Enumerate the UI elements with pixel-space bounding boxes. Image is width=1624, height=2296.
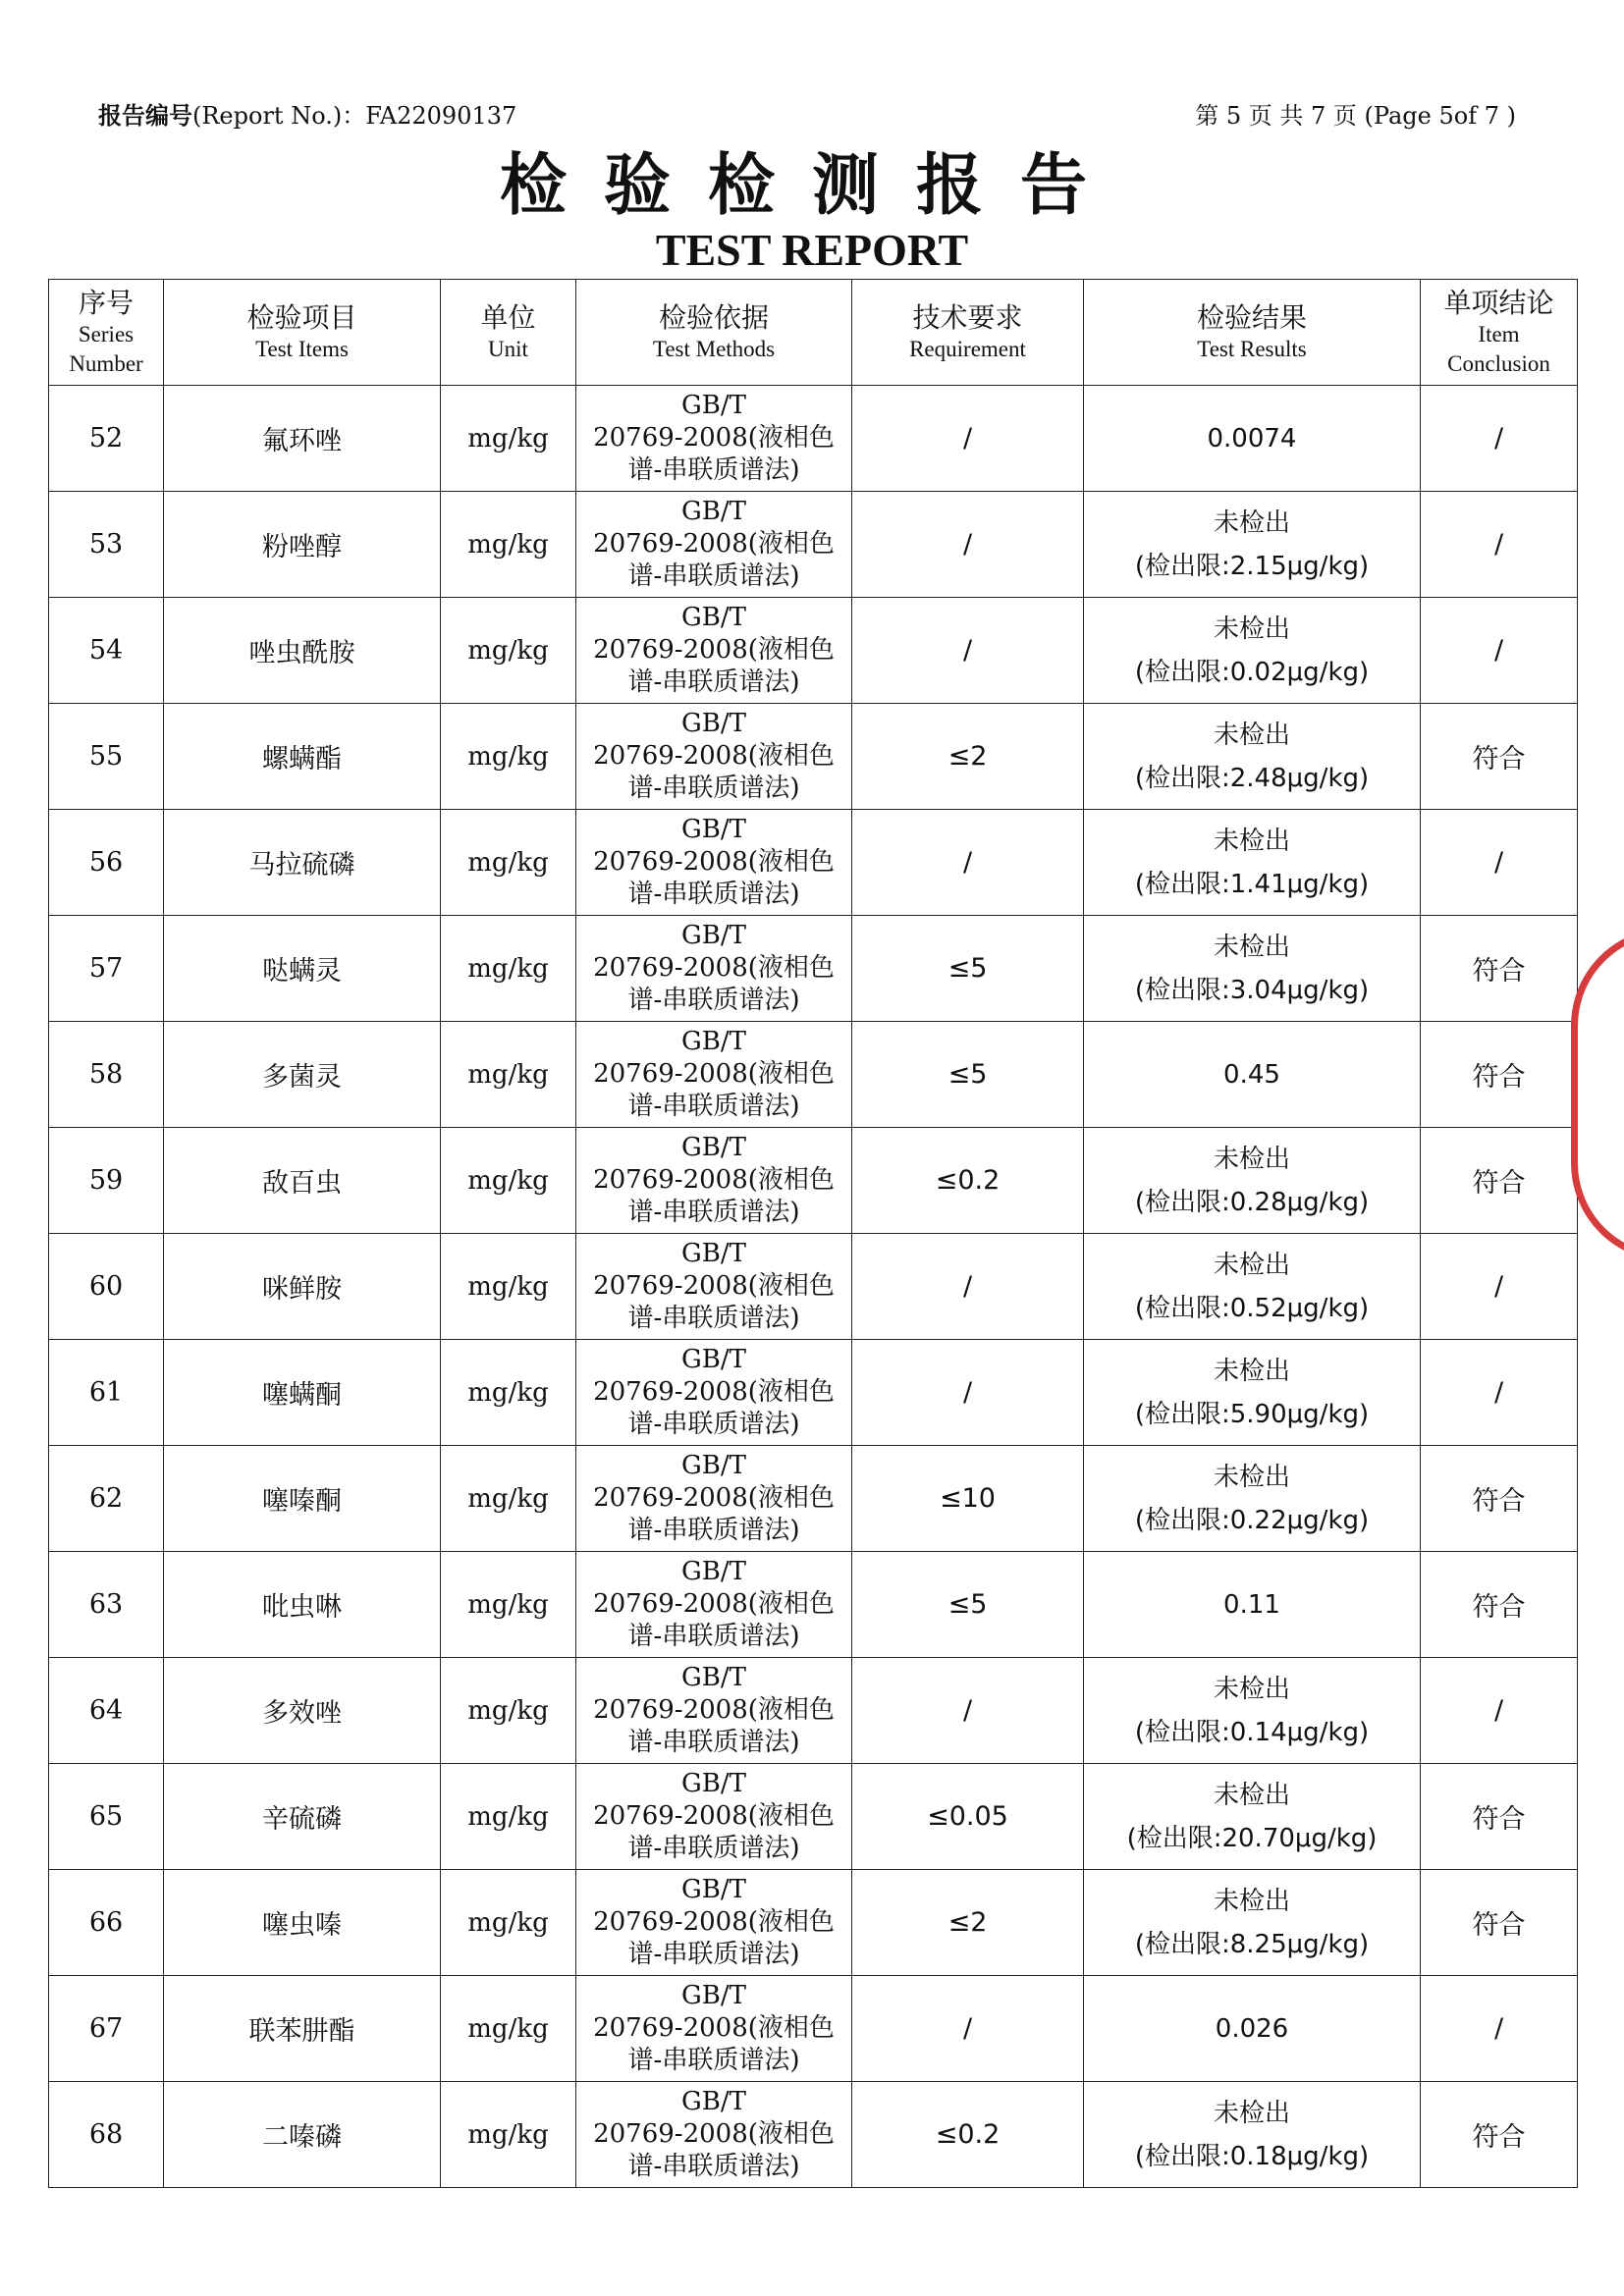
requirement: ≤0.2 (852, 1128, 1084, 1234)
test-item: 敌百虫 (164, 1128, 441, 1234)
unit: mg/kg (441, 704, 576, 810)
series-number: 62 (49, 1446, 164, 1552)
detection-limit: (检出限:3.04μg/kg) (1134, 975, 1370, 1005)
test-item: 咪鲜胺 (164, 1234, 441, 1340)
result-value: 0.11 (1223, 1589, 1280, 1620)
table-row (49, 810, 1578, 916)
test-result (1084, 1764, 1421, 1870)
result-value: 未检出 (1213, 1674, 1290, 1704)
detection-limit: (检出限:0.18μg/kg) (1134, 2141, 1370, 2171)
table-row (49, 1340, 1578, 1446)
test-method: GB/T 20769-2008(液相色 谱-串联质谱法) (576, 704, 852, 810)
detection-limit: (检出限:2.15μg/kg) (1134, 551, 1370, 581)
test-item: 噻虫嗪 (164, 1870, 441, 1976)
item-conclusion: / (1421, 386, 1578, 492)
unit: mg/kg (441, 1022, 576, 1128)
test-item: 二嗪磷 (164, 2082, 441, 2188)
test-method: GB/T 20769-2008(液相色 谱-串联质谱法) (576, 1976, 852, 2082)
requirement: / (852, 1976, 1084, 2082)
requirement: ≤5 (852, 1022, 1084, 1128)
item-conclusion: / (1421, 598, 1578, 704)
requirement: ≤2 (852, 704, 1084, 810)
unit: mg/kg (441, 492, 576, 598)
unit: mg/kg (441, 810, 576, 916)
test-method: GB/T 20769-2008(液相色 谱-串联质谱法) (576, 1658, 852, 1764)
table-row (49, 1870, 1578, 1976)
test-item: 氟环唑 (164, 386, 441, 492)
test-result (1084, 1870, 1421, 1976)
item-conclusion: / (1421, 1976, 1578, 2082)
table-row (49, 1128, 1578, 1234)
item-conclusion: / (1421, 1234, 1578, 1340)
test-method: GB/T 20769-2008(液相色 谱-串联质谱法) (576, 810, 852, 916)
result-value: 未检出 (1213, 2098, 1290, 2128)
test-result (1084, 1234, 1421, 1340)
test-item: 噻螨酮 (164, 1340, 441, 1446)
detection-limit: (检出限:2.48μg/kg) (1134, 763, 1370, 793)
requirement: / (852, 386, 1084, 492)
test-item: 哒螨灵 (164, 916, 441, 1022)
series-number: 66 (49, 1870, 164, 1976)
result-value: 未检出 (1213, 826, 1290, 856)
series-number: 67 (49, 1976, 164, 2082)
series-number: 61 (49, 1340, 164, 1446)
test-result (1084, 598, 1421, 704)
header-test-results: 检验结果 Test Results (1084, 280, 1421, 386)
test-method: GB/T 20769-2008(液相色 谱-串联质谱法) (576, 598, 852, 704)
test-item: 多菌灵 (164, 1022, 441, 1128)
report-number-label-en: (Report No.)： (192, 102, 366, 130)
detection-limit: (检出限:20.70μg/kg) (1126, 1823, 1378, 1853)
requirement: / (852, 1340, 1084, 1446)
series-number: 54 (49, 598, 164, 704)
title-english: TEST REPORT (655, 225, 969, 275)
item-conclusion: / (1421, 1658, 1578, 1764)
test-result (1084, 1022, 1421, 1128)
series-number: 60 (49, 1234, 164, 1340)
test-method: GB/T 20769-2008(液相色 谱-串联质谱法) (576, 1764, 852, 1870)
requirement: ≤0.05 (852, 1764, 1084, 1870)
result-value: 未检出 (1213, 720, 1290, 750)
unit: mg/kg (441, 1976, 576, 2082)
detection-limit: (检出限:0.28μg/kg) (1134, 1187, 1370, 1217)
result-value: 未检出 (1213, 932, 1290, 962)
item-conclusion: 符合 (1421, 1764, 1578, 1870)
test-item: 联苯肼酯 (164, 1976, 441, 2082)
test-result (1084, 1446, 1421, 1552)
test-result (1084, 704, 1421, 810)
result-value: 未检出 (1213, 1886, 1290, 1916)
unit: mg/kg (441, 2082, 576, 2188)
test-method: GB/T 20769-2008(液相色 谱-串联质谱法) (576, 1128, 852, 1234)
test-item: 吡虫啉 (164, 1552, 441, 1658)
series-number: 53 (49, 492, 164, 598)
table-row (49, 1234, 1578, 1340)
table-body (49, 386, 1578, 2188)
table-row (49, 386, 1578, 492)
header-requirement: 技术要求 Requirement (852, 280, 1084, 386)
series-number: 52 (49, 386, 164, 492)
detection-limit: (检出限:0.02μg/kg) (1134, 657, 1370, 687)
test-result (1084, 2082, 1421, 2188)
table-row (49, 492, 1578, 598)
test-method: GB/T 20769-2008(液相色 谱-串联质谱法) (576, 1870, 852, 1976)
test-result (1084, 1128, 1421, 1234)
requirement: / (852, 598, 1084, 704)
table-header (49, 280, 1578, 386)
test-item: 噻嗪酮 (164, 1446, 441, 1552)
test-result (1084, 916, 1421, 1022)
detection-limit: (检出限:8.25μg/kg) (1134, 1929, 1370, 1959)
item-conclusion: 符合 (1421, 1022, 1578, 1128)
test-method: GB/T 20769-2008(液相色 谱-串联质谱法) (576, 1234, 852, 1340)
report-header (98, 96, 1516, 130)
item-conclusion: / (1421, 810, 1578, 916)
table-row (49, 1552, 1578, 1658)
header-series-number: 序号 Series Number (49, 280, 164, 386)
test-method: GB/T 20769-2008(液相色 谱-串联质谱法) (576, 1552, 852, 1658)
test-method: GB/T 20769-2008(液相色 谱-串联质谱法) (576, 492, 852, 598)
result-value: 未检出 (1213, 614, 1290, 644)
test-result (1084, 1552, 1421, 1658)
test-results-table (48, 279, 1578, 2188)
requirement: ≤5 (852, 1552, 1084, 1658)
table-row (49, 1446, 1578, 1552)
red-seal-stamp (1571, 928, 1624, 1261)
test-result (1084, 386, 1421, 492)
unit: mg/kg (441, 1234, 576, 1340)
page-info: 第 5 页 共 7 页 (Page 5of 7 ) (1195, 102, 1516, 130)
test-item: 多效唑 (164, 1658, 441, 1764)
item-conclusion: 符合 (1421, 2082, 1578, 2188)
table-row (49, 704, 1578, 810)
test-item: 唑虫酰胺 (164, 598, 441, 704)
result-value: 未检出 (1213, 1780, 1290, 1810)
series-number: 63 (49, 1552, 164, 1658)
unit: mg/kg (441, 1446, 576, 1552)
title-chinese: 检验检测报告 (499, 147, 1124, 225)
test-method: GB/T 20769-2008(液相色 谱-串联质谱法) (576, 1022, 852, 1128)
detection-limit: (检出限:0.22μg/kg) (1134, 1505, 1370, 1535)
test-result (1084, 1976, 1421, 2082)
table-row (49, 598, 1578, 704)
requirement: / (852, 1658, 1084, 1764)
series-number: 57 (49, 916, 164, 1022)
table-row (49, 1976, 1578, 2082)
test-result (1084, 810, 1421, 916)
series-number: 55 (49, 704, 164, 810)
requirement: / (852, 1234, 1084, 1340)
header-test-methods: 检验依据 Test Methods (576, 280, 852, 386)
item-conclusion: 符合 (1421, 704, 1578, 810)
result-value: 0.45 (1223, 1059, 1280, 1090)
item-conclusion: 符合 (1421, 1446, 1578, 1552)
item-conclusion: 符合 (1421, 1128, 1578, 1234)
test-result (1084, 1340, 1421, 1446)
report-number-value: FA22090137 (365, 102, 517, 130)
test-result (1084, 1658, 1421, 1764)
detection-limit: (检出限:0.14μg/kg) (1134, 1717, 1370, 1747)
result-value: 0.0074 (1207, 423, 1297, 454)
series-number: 58 (49, 1022, 164, 1128)
unit: mg/kg (441, 1340, 576, 1446)
result-value: 0.026 (1215, 2013, 1289, 2044)
test-method: GB/T 20769-2008(液相色 谱-串联质谱法) (576, 2082, 852, 2188)
table-row (49, 1764, 1578, 1870)
unit: mg/kg (441, 1128, 576, 1234)
requirement: / (852, 810, 1084, 916)
test-method: GB/T 20769-2008(液相色 谱-串联质谱法) (576, 1446, 852, 1552)
item-conclusion: 符合 (1421, 1870, 1578, 1976)
result-value: 未检出 (1213, 1250, 1290, 1280)
requirement: / (852, 492, 1084, 598)
report-number (98, 96, 516, 131)
report-number-label-cn: 报告编号 (98, 102, 192, 130)
test-method: GB/T 20769-2008(液相色 谱-串联质谱法) (576, 386, 852, 492)
test-result (1084, 492, 1421, 598)
item-conclusion: 符合 (1421, 1552, 1578, 1658)
unit: mg/kg (441, 1552, 576, 1658)
table-row (49, 2082, 1578, 2188)
requirement: ≤0.2 (852, 2082, 1084, 2188)
detection-limit: (检出限:5.90μg/kg) (1134, 1399, 1370, 1429)
unit: mg/kg (441, 1870, 576, 1976)
unit: mg/kg (441, 386, 576, 492)
test-item: 马拉硫磷 (164, 810, 441, 916)
result-value: 未检出 (1213, 507, 1290, 538)
series-number: 59 (49, 1128, 164, 1234)
item-conclusion: / (1421, 492, 1578, 598)
series-number: 64 (49, 1658, 164, 1764)
series-number: 65 (49, 1764, 164, 1870)
test-item: 辛硫磷 (164, 1764, 441, 1870)
requirement: ≤5 (852, 916, 1084, 1022)
unit: mg/kg (441, 1658, 576, 1764)
item-conclusion: 符合 (1421, 916, 1578, 1022)
test-method: GB/T 20769-2008(液相色 谱-串联质谱法) (576, 916, 852, 1022)
item-conclusion: / (1421, 1340, 1578, 1446)
result-value: 未检出 (1213, 1356, 1290, 1386)
result-value: 未检出 (1213, 1462, 1290, 1492)
test-method: GB/T 20769-2008(液相色 谱-串联质谱法) (576, 1340, 852, 1446)
detection-limit: (检出限:0.52μg/kg) (1134, 1293, 1370, 1323)
test-item: 粉唑醇 (164, 492, 441, 598)
series-number: 56 (49, 810, 164, 916)
header-item-conclusion: 单项结论 Item Conclusion (1421, 280, 1578, 386)
series-number: 68 (49, 2082, 164, 2188)
unit: mg/kg (441, 598, 576, 704)
requirement: ≤10 (852, 1446, 1084, 1552)
unit: mg/kg (441, 916, 576, 1022)
detection-limit: (检出限:1.41μg/kg) (1134, 869, 1370, 899)
requirement: ≤2 (852, 1870, 1084, 1976)
result-value: 未检出 (1213, 1144, 1290, 1174)
header-unit: 单位 Unit (441, 280, 576, 386)
table-row (49, 1022, 1578, 1128)
table-row (49, 1658, 1578, 1764)
header-test-items: 检验项目 Test Items (164, 280, 441, 386)
test-item: 螺螨酯 (164, 704, 441, 810)
table-row (49, 916, 1578, 1022)
unit: mg/kg (441, 1764, 576, 1870)
